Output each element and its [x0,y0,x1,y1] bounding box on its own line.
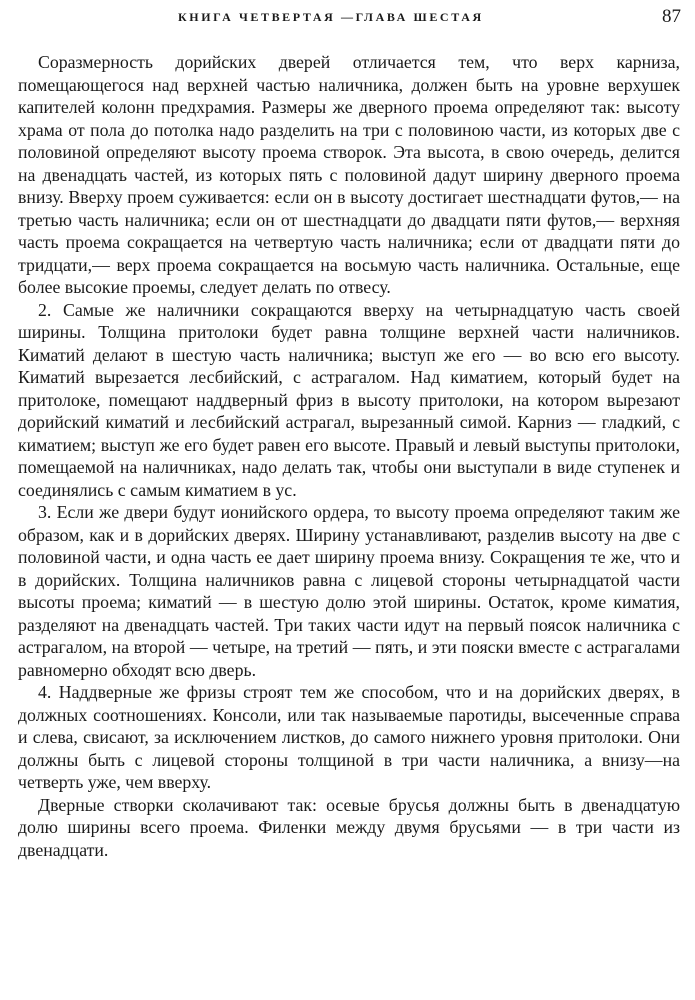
paragraph: Соразмерность дорийских дверей отличается тем, что верх карниза, помещающегося над верхней частью наличника, должен быть на уровне верхушек капителей колонн предхрамия. Размеры же дверного проема определяют так: высоту храма от пола до потолка надо разделить на три с половиною части, из которых две с половиной определяют высоту проема створок. Эта высота, в свою очередь, делится на двенадцать частей, из которых пять с половиной дадут ширину дверного проема внизу. Вверху проем суживается: если он в высоту достигает шестнадцати футов,— на третью часть наличника; если он от шестнадцати до двадцати пяти футов,— верхняя часть проема сокращается на четвертую часть наличника; если от двадцати пяти до тридцати,— верх проема сокращается на восьмую часть наличника. Остальные, еще более высокие проемы, следует делать по отвесу. [18,52,680,297]
paragraph: 4. Наддверные же фризы строят тем же способом, что и на дорийских дверях, в должных соотношениях. Консоли, или так называемые паротиды, высеченные справа и слева, свисают, за исключением листков, до самого нижнего уровня притолоки. Они должны быть с лицевой стороны толщиной в три части наличника, а внизу—на четверть уже, чем вверху. [18,682,680,792]
page-header [18,6,685,30]
paragraph: Дверные створки сколачивают так: осевые брусья должны быть в двенадцатую долю ширины всего проема. Филенки между двумя брусьями — в три части из двенадцати. [18,794,680,860]
running-head: КНИГА ЧЕТВЕРТАЯ —ГЛАВА ШЕСТАЯ [178,10,484,24]
body-text [18,51,680,861]
paragraph: 3. Если же двери будут ионийского ордера, то высоту проема определяют таким же образом, как и в дорийских дверях. Ширину устанавливают, разделив высоту на две с половиной части, и одна часть ее дает ширину проема внизу. Сокращения те же, что и в дорийских. Толщина наличников равна с лицевой стороны четырнадцатой части высоты проема; киматий — в шестую долю этой ширины. Остаток, кроме киматия, разделяют на двенадцать частей. Три таких части идут на первый поясок наличника с астрагалом, на второй — четыре, на третий — пять, и эти пояски вместе с астрагалами равномерно обходят всю дверь. [18,502,680,680]
page-number: 87 [662,6,681,27]
paragraph: 2. Самые же наличники сокращаются вверху на четырнадцатую часть своей ширины. Толщина притолоки будет равна толщине верхней части наличников. Киматий делают в шестую часть наличника; выступ же его — во всю его высоту. Киматий вырезается лесбийский, с астрагалом. Над киматием, который будет на притолоке, помещают наддверный фриз в высоту притолоки, на котором вырезают дорийский киматий и лесбийский астрагал, вырезанный симой. Карниз — гладкий, с киматием; выступ же его будет равен его высоте. Правый и левый выступы притолоки, помещаемой на наличниках, надо делать так, чтобы они выступали в виде ступенек и соединялись с самым киматием в ус. [18,299,680,500]
